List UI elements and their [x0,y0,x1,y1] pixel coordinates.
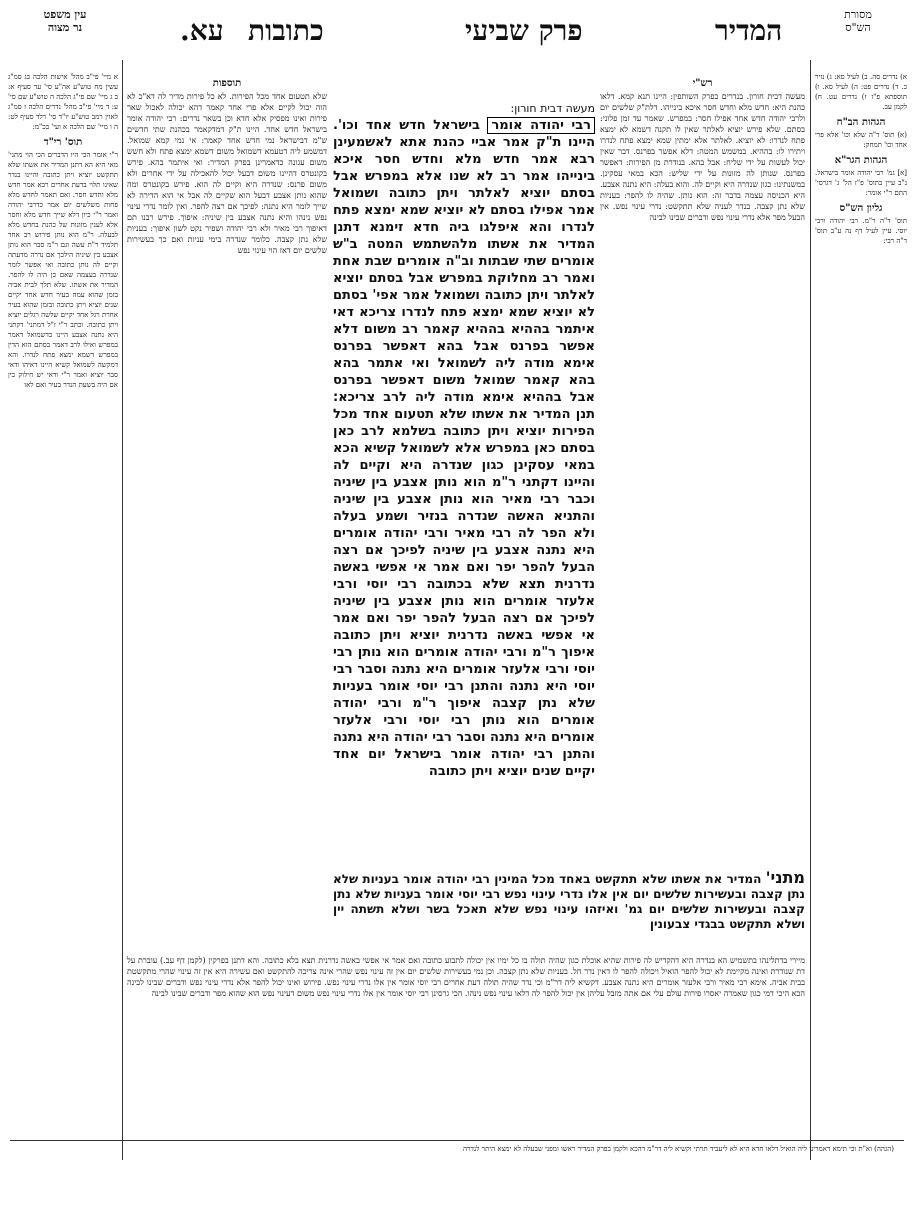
mishnah-body: אין אלו נדרי עינוי נפש רבי יוסי אומר בעניות שלא נתן קצבה ובעשירות שלשים יום גמ' ואיזהו עינוי נפש שלא תאכל בשר ושלא תשתה יין ושלא תתקשט בבגדי צבעונין [333,887,805,931]
tosafot-text: שלא תטעום אחד מכל הפירות. לא כל פירות מדיר לה דא"כ לא הוה יכול לקיים אלא פרי אחד קאמר דהא יכולה לאכול שאר פירות ואינו מפסיק אלא חדא וכן בשאר נדרים: רבי יהודה אומר בישראל חדש אחד. היינו ת"ק דמדקאמר בכהנת שתי חדשים ש"מ דבישראל נמי חדש אחד קאמר: אי נמי קמא שמואל. דמשמע ליה דטעמא דשמואל משום דשמא ימצא פתח ולא חשש משום עגונה כדאמרינן בפרק המדיר: ואי איתמר בהא. פירש בקונטרס דהיינו משום דבעל יכול להאכילה על ידי אחרים ולא משום פרנס: שנדרה היא וקיים לה הוא. פירש בקונטרס ומה שהוא נותן אצבע דבעל הוא שקיים לה אבל אי הוא הדירה לא שייך לומר היא נתנה: לפיכך אם רצה להפר. ואין לומר נדרי עינוי נפש נינהו והיא נתנה אצבע בין שיניה: איפוך. פירש רבנו תם דאיפוך רבי מאיר ולא רבי יהודה ושפיר נקט לשון איפוך: בעניות שלא נתן קצבה. כלומר שנדרה בימי עניות ואם כך בעשירות שלשים יום דאז הוי עינוי נפש [127,92,327,255]
gemara-boxed-label: רבי יהודה אומר [487,117,595,134]
lower-commentary-text: מיירי בדתלינהו בתשמיש הא בנדרה היא דהקדיש לה פירות שהיא אוכלת כגון שהיה תולה בו כל ימיו אין יכולה לתבוע כתובה ואם אמר אי אפשי באשה נדרנית תצא בלא כתובה. והא דתנן בפרקין (לקמן דף עב.) עוברת על דת שנודרת ואינה מקיימת לא יכול להפר הואיל ויכולה להפר לו דאין נדר חל. בעניות שלא נתן קצבה. וכן נמי בעשירות שלשים יום אין זה עינוי נפש שהרי אינה צריכה להתקשט ואם עשירה היא אין זה עינוי שהרי מתקשטת בבית אביה. אימא רבי מאיר ורבי אלעזר אומרים היא נתנה אצבע. דקשיא ליה דר"מ וכי נדר שהיה תולה דעת אחרים רבי יוסי אומר אין אלו נדרי עינוי נפש. פירוש ואינו יכול להפר אלא נדרי עינוי נפש ודברים שבינו לבינה הכא היכי דמי כגון שאמרה יאסרו פירות עולם עלי אם אתה מזבל עליהן אין יכול להפר לה דלאו עינוי נפש נינהו. הכי גרסינן רבי יוסי אומר אין אלו נדרי עינוי נפש משום דעינוי נפש הוא שהוא מפר ודברים שבינו לבינה [127,956,805,998]
mishnah-label: מתני' [765,870,805,887]
mesoret-text: א) נדרים סה. ב) לעיל סא: ג) נזיר כ. ד) נדרים פט: ה) לעיל סא. ו) תוספתא פ"ז ז) נדרים עט. ח) לקמן עב. [815,73,907,111]
tosafot-title: תוספות [212,78,242,89]
tosafot-column [127,72,327,892]
footer-note [20,1145,894,1205]
right-margin-divider [810,60,811,1160]
right-margin [815,72,907,1132]
rashi-text: מעשה דבית חורון. בנדרים בפרק השותפין: היינו תנא קמא. דלאו כהנת היא: חדש מלא וחדש חסר איכא בינייהו. דלת"ק שלשים יום ולרבי יהודה חדש אחד אפילו חסר: במפרש. שאמר עד זמן פלוני: בסתם. שלא פירש יוציא לאלתר שאין לו תקנה דשמא לא ימצא פתח לנדרו: לא יוציא. לאלתר אלא ימתין שמא ימצא פתח לנדרו ויתירו לו: בההיא. במשמש המטה: דלא אפשר בפרנס. דבר שאין יכול לעשות על ידי שליח: אבל בהא. בנודרת מן הפירות: דאפשר בפרנס. שנותן לה מזונות על ידי שליש: הכא במאי עסקינן. במשנתינו: כגון שנדרה היא וקיים לה. והוא בעלה: היא נתנה אצבע. היא הכניסה עצמה בדבר זה: הוא נותן. שהיה לו להפר: בעניות שלא נתן קצבה. בנדר לעניה שלא תתקשט: נדרי עינוי נפש. אין הבעל מפר אלא נדרי עינוי נפש ודברים שבינו לבינה [600,92,805,222]
page-number: עא. [180,14,224,47]
gilyon-title: גליון הש"ס [839,203,883,214]
left-margin [8,72,118,1132]
rashi-title: רש"י [692,78,713,89]
ein-mishpat-heading: עין משפט נר מצוה [43,8,87,34]
tractate-name: כתובות [248,14,324,47]
gemara-opening: מעשה דבית חורון: [510,102,595,115]
hagahot-title: הגהות הב"ח [836,117,886,128]
left-margin-divider [122,60,123,1160]
lower-commentary [127,955,805,1135]
gemara-body: אמר רב לא שנו אלא במפרש אבל בסתם יוציא לאלתר ויתן כתובה ושמואל אמר אפילו בסתם לא יוציא שמא ימצא פתח לנדרו והא איפלגו ביה חדא זימנא דתנן המדיר את אשתו מלהשתמש המטה ב"ש אומרים שתי שבתות וב"ה אומרים שבת אחת ואמר רב מחלוקת במפרש אבל בסתם יוציא לאלתר ויתן כתובה ושמואל אמר אפי' בסתם לא יוציא שמא ימצא פתח לנדרו צריכא דאי איתמר בההיא בההיא קאמר רב משום דלא אפשר בפרנס אבל בהא דאפשר בפרנס אימא מודה ליה לשמואל ואי אתמר בהא בהא קאמר שמואל משום דאפשר בפרנס אבל בההיא אימא מודה ליה לרב צריכא: תנן המדיר את אשתו שלא תטעום אחד מכל הפירות יוציא ויתן כתובה בשלמא לרב כאן בסתם כאן במפרש אלא לשמואל קשיא הכא במאי עסקינן כגון שנדרה היא וקיים לה והיינו דקתני ר"מ הוא נותן אצבע בין שיניה וכבר רבי מאיר הוא נותן אצבע בין שיניה והתניא האשה שנדרה בנזיר ושמע בעלה ולא הפר לה רבי מאיר ורבי יהודה אומרים היא נתנה אצבע בין שיניה לפיכך אם רצה הבעל להפר יפר ואם אמר אי אפשי באשה נדרנית תצא שלא בכתובה רבי יוסי ורבי אלעזר אומרים הוא נותן אצבע בין שיניה לפיכך אם רצה הבעל להפר יפר ואם אמר אי אפשי באשה נדרנית יוציא ויתן כתובה איפוך ר"מ ורבי יהודה אומרים הוא נותן רבי יוסי ורבי אלעזר אומרים היא נתנה וסבר רבי יוסי היא נתנה והתנן רבי יוסי אומר בעניות שלא נתן קצבה איפוך ר"מ ורבי יהודה אומרים הוא נותן רבי יוסי ורבי אלעזר אומרים היא נתנה וסבר רבי יהודה היא נתנה והתנן רבי יהודה אומר בישראל יום אחד יקיים שנים יוציא ויתן כתובה [333,169,595,779]
hagahot-text: (א) תוס' ד"ה שלא וכו' אלא פרי אחד וכו' תמחק: [815,131,907,149]
gra-title: הגהות הגר"א [834,155,888,166]
gilyon-text: תוס' ד"ה ר"מ. רבי יהודה ורבי יוסי. עיין לעיל דף נה ע"ב תוס' ד"ה רבי: [815,217,907,245]
gemara-column [333,100,595,860]
mishnah-intro: המדיר את אשתו שלא תתקשט באחד מכל המינין רבי יהודה אומר בעניות שלא נתן קצבה ובעשירות שלשים יום [333,872,805,901]
ein-mishpat-text: א מיי' פי"ב מהל' אישות הלכה כג סמ"ג עשין מח טוש"ע אה"ע סי' עד סעיף א: ב ג מיי' שם פי"ג הלכה ה טוש"ע שם סי' ע: ד מיי' פי"ב מהל' נדרים הלכה ז סמ"ג לאוין רמב טוש"ע יו"ד סי' רלד סעיף לט: ה ו מיי' שם הלכה א ועי' בכ"מ: [8,73,118,131]
mesoret-heading: מסורת הש"ס [844,8,872,34]
tosafot-rid-title: תוס' רי"ד [43,137,83,148]
rashi-column [600,72,805,540]
footer-note-text: (הגהה) וא"ת וכי תימא דאמרינן ליה הואיל דלאו חדא היא לא ליעביד תרתי וקשיא ליה דר"מ דהכא ולקמן בפרק המדיר ראשו ומפני שבעלה לא ימצא היתר לנדרה [463,1145,894,1153]
gemara-intro: בישראל חדש אחד וכו'. היינו ת"ק אמר אביי כהנת אתא לאשמעינן רבא אמר חדש מלא וחדש חסר איכא בינייהו [333,118,595,184]
mishnah-block [333,870,805,950]
footer-divider [10,1140,904,1141]
tosafot-rid-text: ר"י אומר הכי היו הדברים הכי הוי מתני' מאי היא הא דתנן המדיר את אשתו שלא תתקשט יוציא ויתן כתובה והיינו בנדר שאינו תלוי בדעת אחרים רבא אמר חדש מלא וחדש חסר. ואם תאמר לחדש מלא פחות משלשים יום אמר כדרבי יהודה ואמר ר"י כיון דלא שייך חדש מלא וחסר אלא לענין מזונות של כהנת בחדש מלא לבעלה. ר"מ הוא נותן פירוש רב אחד תלמיד ר"ת עשה וגם ר"מ סבר הוא נותן אצבע בין שיניה הילכך אם נדרה מדעתה וקיים לה נותן כתובה ואי אפשר לומר שנדרה בעצמה שאם כן היה לו להפר. המדיר את אשתו. שלא תלך לבית אביה בזמן שהוא עמה בעיר חדש אחד יקיים שנים יוציא ויתן כתובה ובזמן שהוא בעיר אחרת רגל אחד יקיים שלשה רגלים יוציא ויתן כתובה. וכתב ר"י ז"ל דמתני' דקתני היא נתנה אצבע היינו כדשמואל דאמר במפרש ואילו לרב דאמר בסתם הוא הדין במפרש דשמא ימצא פתח לנדרו. והא דמקשה לשמואל קשיא היינו דאיהו ודאי סבר יוציא ואמר ר"י ודאי יש חילוק בין אם היה בשעת הנדר בעיר ואם לאו [8,151,118,389]
chapter-name: המדיר [715,14,783,47]
page-header [0,6,914,46]
chapter-title: פרק שביעי [465,14,583,47]
gra-text: [א] גמ' רבי יהודה אומר בישראל. נ"ב עיין בתוס' פ"ז הל' ג' דגרסי' התם ר"י אומר: [815,169,907,197]
